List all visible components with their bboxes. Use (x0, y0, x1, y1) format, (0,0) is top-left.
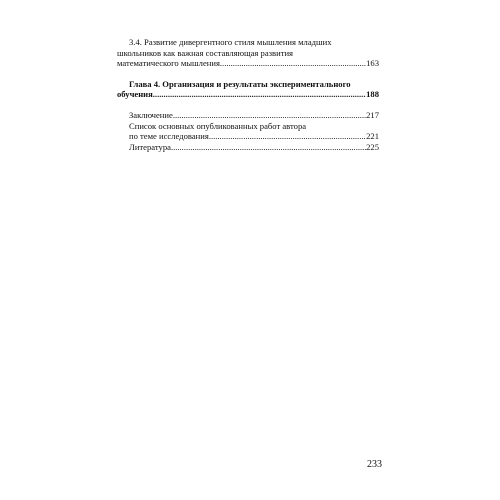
toc-entry-title: Глава 4. Организация и результаты экспериментального (129, 78, 351, 89)
toc-entry-chapter-4 (117, 79, 379, 100)
toc-page-number: 217 (366, 109, 379, 120)
toc-entry-last-line (117, 89, 379, 100)
toc-entry-title: по теме исследования (129, 131, 209, 142)
toc-entry-text-line (117, 48, 379, 59)
toc-entry-title: Заключение (129, 109, 173, 120)
dot-leader (220, 58, 366, 69)
dot-leader (153, 89, 366, 100)
toc-entry-text-line (117, 37, 379, 48)
toc-page-number: 221 (366, 131, 379, 142)
toc-entry-publications (117, 121, 379, 142)
toc-entry-last-line (117, 142, 379, 153)
toc-entry-title: Список основных опубликованных работ автора (129, 120, 307, 131)
toc-entry-title: Литература (129, 141, 171, 152)
toc-page-number: 225 (366, 141, 379, 152)
toc-entry-title: 3.4. Развитие дивергентного стиля мышления младших (129, 37, 332, 47)
dot-leader (171, 142, 366, 153)
toc-entry-last-line (117, 131, 379, 142)
toc-entry-text-line (117, 121, 379, 132)
page-number: 233 (367, 459, 382, 470)
toc-entry-title: обучения (117, 89, 153, 100)
toc-page-number: 163 (366, 58, 379, 69)
toc-entry-section-3-4 (117, 37, 379, 69)
dot-leader (173, 110, 366, 121)
toc-entry-title: математического мышления (117, 58, 220, 69)
table-of-contents (117, 37, 379, 152)
toc-page-number: 188 (366, 89, 379, 100)
toc-entry-literature (117, 142, 379, 153)
dot-leader (209, 131, 366, 142)
toc-entry-text-line (117, 79, 379, 90)
toc-entry-title: школьников как важная составляющая развития (117, 47, 294, 58)
toc-entry-conclusion (117, 110, 379, 121)
toc-entry-last-line (117, 110, 379, 121)
toc-entry-last-line (117, 58, 379, 69)
